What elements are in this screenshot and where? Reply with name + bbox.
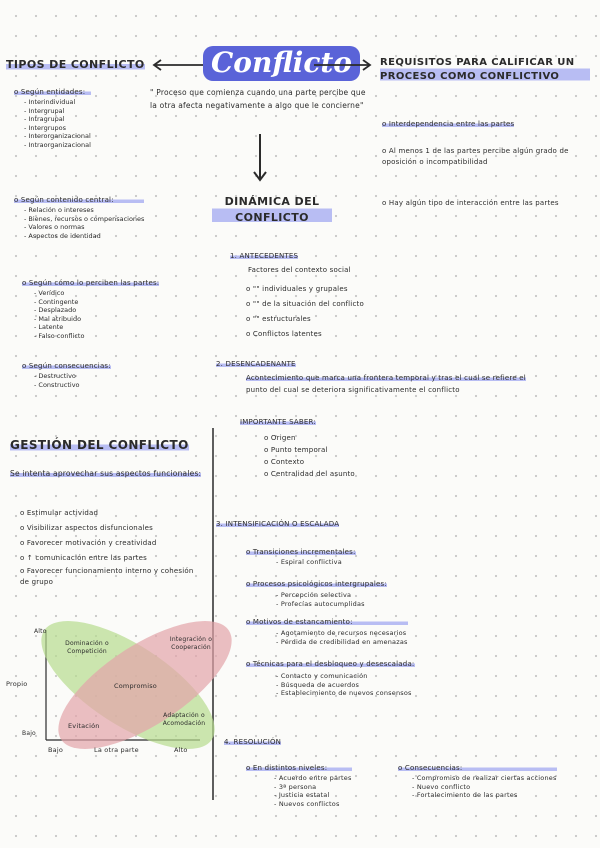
- list-item: - Pérdida de credibilidad en amenazas: [276, 638, 408, 647]
- list-item: o Punto temporal: [264, 446, 328, 454]
- list-item: o ↑ comunicación entre las partes: [20, 554, 148, 562]
- list-item: o Favorecer funcionamiento interno y cohesión de grupo: [20, 567, 194, 586]
- arrow-down-icon: [252, 132, 268, 184]
- cell-center: Compromiso: [114, 682, 157, 690]
- x-axis-label: La otra parte: [94, 746, 139, 754]
- management-list: [20, 506, 200, 588]
- list-item: - Relación o intereses: [24, 206, 144, 215]
- list-item: - Percepción selectiva: [276, 591, 387, 600]
- cell-top-left: Dominación o Competición: [65, 640, 109, 655]
- list-item: o Estimular actividad: [20, 509, 99, 517]
- list-item: - Destructivo: [34, 372, 111, 381]
- types-sujetos: [14, 88, 91, 149]
- intensificacion-group: [246, 618, 408, 646]
- list-item: - Latente: [34, 323, 159, 332]
- cell-bottom-right: Adaptación o Acomodación: [162, 712, 206, 727]
- list-item: - Intergrupos: [24, 124, 91, 133]
- cell-top-right: Integración o Cooperación: [169, 636, 213, 651]
- list-item: - Valores o normas: [24, 223, 144, 232]
- types-contenido: [14, 196, 144, 240]
- antecedentes-list: [246, 282, 364, 342]
- dynamics-heading: DINÁMICA DEL CONFLICTO: [212, 194, 332, 226]
- list-item: o "" de la situación del conflicto: [246, 300, 364, 308]
- definition: " Proceso que comienza cuando una parte percibe que la otra afecta negativamente a algo que le concierne": [150, 88, 366, 110]
- list-item: - Espiral conflictiva: [276, 558, 356, 567]
- arrow-left-icon: [150, 58, 210, 72]
- y-axis-label: Propio: [6, 680, 28, 688]
- intensificacion-group: [246, 660, 415, 698]
- right-heading: REQUISITOS PARA CALIFICAR UN PROCESO COMO CONFLICTIVO: [380, 56, 590, 84]
- list-item: - Verídico: [34, 289, 159, 298]
- list-item: o Centralidad del asunto: [264, 470, 355, 478]
- list-item: - Intragrupal: [24, 115, 91, 124]
- x-low-label: Bajo: [48, 746, 64, 754]
- list-item: - Aspectos de identidad: [24, 232, 144, 241]
- desencadenante-text1: Acontecimiento que marca una frontera temporal y tras el cual se refiere el: [246, 374, 526, 382]
- list-item: - Establecimiento de nuevos consensos: [276, 689, 415, 698]
- arrow-right-icon: [312, 58, 376, 72]
- group-label: o Procesos psicológicos intergrupales:: [246, 580, 387, 588]
- list-item: o Origen: [264, 434, 296, 442]
- intensificacion-title: 3. INTENSIFICACIÓN O ESCALADA: [216, 520, 340, 528]
- list-item: o Contexto: [264, 458, 305, 466]
- list-item: - Interorganizacional: [24, 132, 91, 141]
- col2-label: o Consecuencias:: [398, 764, 557, 772]
- list-item: - Profecías autocumplidas: [276, 600, 387, 609]
- intensificacion-group: [246, 580, 387, 608]
- list-item: - Búsqueda de acuerdos: [276, 681, 415, 690]
- list-item: - Interindividual: [24, 98, 91, 107]
- group-label: o Motivos de estancamiento:: [246, 618, 408, 626]
- types-contenido-label: o Según contenido central:: [14, 196, 144, 204]
- resolucion-col2: [398, 764, 557, 800]
- resolucion-col1: [246, 764, 352, 808]
- management-heading: GESTIÓN DEL CONFLICTO: [10, 438, 189, 452]
- list-item: - Justicia estatal: [274, 791, 352, 800]
- list-item: - Contingente: [34, 298, 159, 307]
- types-consecuencias: [22, 362, 111, 389]
- page-title: Conflicto: [203, 46, 360, 81]
- list-item: - Contacto y comunicación: [276, 672, 415, 681]
- list-item: - Intraorganizacional: [24, 141, 91, 150]
- desencadenante-text2: punto del cual se deteriora significativamente el conflicto: [246, 386, 460, 394]
- requirement-item: o Hay algún tipo de interacción entre las partes: [382, 199, 559, 207]
- resolucion-title: 4. RESOLUCIÓN: [224, 738, 282, 746]
- list-item: - Acuerdo entre partes: [274, 774, 352, 783]
- list-item: - Nuevo conflicto: [412, 783, 557, 792]
- requirement-item: o Interdependencia entre las partes: [382, 120, 515, 128]
- types-sujetos-label: o Según entidades:: [14, 88, 91, 96]
- x-high-label: Alto: [174, 746, 188, 754]
- list-item: - Nuevos conflictos: [274, 800, 352, 809]
- list-item: - Compromiso de realizar ciertas acciones: [412, 774, 557, 783]
- requirement-item: o Al menos 1 de las partes percibe algún grado de oposición o incompatibilidad: [382, 147, 569, 166]
- list-item: - Intergrupal: [24, 107, 91, 116]
- left-heading: TIPOS DE CONFLICTO: [6, 58, 145, 71]
- desencadenante-subtitle: IMPORTANTE SABER:: [240, 418, 316, 426]
- list-item: o Visibilizar aspectos disfuncionales: [20, 524, 153, 532]
- group-label: o Transiciones incrementales:: [246, 548, 356, 556]
- list-item: - Mal atribuido: [34, 315, 159, 324]
- list-item: - 3ª persona: [274, 783, 352, 792]
- list-item: - Falso conflicto: [34, 332, 159, 341]
- list-item: o Conflictos latentes: [246, 330, 322, 338]
- intensificacion-group: [246, 548, 356, 567]
- cell-bottom-left: Evitación: [68, 722, 100, 730]
- list-item: o "" individuales y grupales: [246, 285, 348, 293]
- conflict-styles-matrix: [0, 600, 240, 760]
- y-low-label: Bajo: [22, 730, 36, 737]
- list-item: - Agotamiento de recursos necesarios: [276, 629, 408, 638]
- types-consecuencias-label: o Según consecuencias:: [22, 362, 111, 370]
- group-label: o Técnicas para el desbloqueo y desescalada:: [246, 660, 415, 668]
- types-percepcion: [22, 279, 159, 340]
- list-item: o Favorecer motivación y creatividad: [20, 539, 157, 547]
- list-item: - Constructivo: [34, 381, 111, 390]
- list-item: - Bienes, recursos o compensaciones: [24, 215, 144, 224]
- list-item: - Desplazado: [34, 306, 159, 315]
- antecedentes-title: 1. ANTECEDENTES: [230, 252, 299, 260]
- desencadenante-title: 2. DESENCADENANTE: [216, 360, 296, 368]
- list-item: o "" estructurales: [246, 315, 311, 323]
- desencadenante-sublist: [264, 432, 355, 480]
- management-intro: Se intenta aprovechar sus aspectos funcionales:: [10, 469, 202, 478]
- y-high-label: Alto: [34, 628, 47, 635]
- types-percepcion-label: o Según cómo lo perciben las partes:: [22, 279, 160, 287]
- col1-label: o En distintos niveles:: [246, 764, 352, 772]
- antecedentes-intro: Factores del contexto social: [248, 266, 351, 274]
- list-item: - Fortalecimiento de las partes: [412, 791, 557, 800]
